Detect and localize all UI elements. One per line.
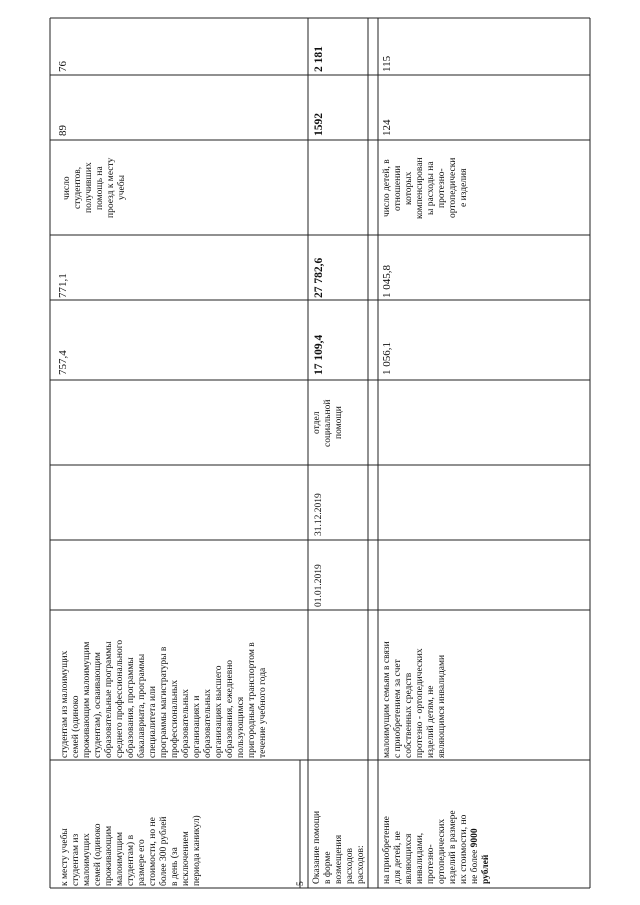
cell-row5-cnt2: 2 181 <box>313 46 325 72</box>
cell-row1-col-a: к месту учебы студентам из малоимущих семей (одиноко проживающим малоимущим студентам) в размере его стоимости, но не более 300 рублей в день (за исключением периода каникул) <box>60 815 202 886</box>
cell-row1-sum1: 757,4 <box>57 350 69 375</box>
cell-row5-department: отдел социальной помощи <box>312 399 344 447</box>
cell-row6-title <box>382 766 492 884</box>
cell-row5-number: 5 <box>296 881 306 886</box>
cell-row5-sum1: 17 109,4 <box>313 334 325 375</box>
cell-row1-cnt1: 89 <box>57 125 69 136</box>
cell-row1-cnt2: 76 <box>57 61 69 72</box>
cell-row6-sum1: 1 056,1 <box>381 342 393 375</box>
cell-row5-sum2: 27 782,6 <box>313 257 325 298</box>
cell-row1-sum2: 771,1 <box>57 273 69 298</box>
cell-row6-title-limit: 9000 рублей <box>470 828 491 884</box>
cell-row6-cnt2: 115 <box>381 55 393 72</box>
cell-row1-indicator: число студентов, получивших помощь на проезд к месту учебы <box>62 157 127 219</box>
cell-row6-cnt1: 124 <box>381 119 393 136</box>
cell-row5-cnt1: 1592 <box>313 113 325 136</box>
cell-row5-title: Оказание помощи в форме возмещения расходов расходов: <box>312 810 366 884</box>
cell-row6-sum2: 1 045,8 <box>381 265 393 298</box>
cell-row6-title-lead: на приобретение для детей, не являющихся инвалидами, протезно- ортопедических изделий в размере их стоимости, но не более <box>382 810 480 884</box>
cell-row6-indicator: число детей, в отношении которых компенсирован ы расходы на протезно- ортопедически е изделия <box>382 157 469 219</box>
cell-row1-col-b: студентам из малоимущих семей (одиноко проживающим малоимущим студентам), осваивающим образовательные программы среднего профессионального образования, программы бакалавриата, программы специалитета или программы магистратуры в профессиональных образовательных организациях и образовательных организациях высшего образования, ежедневно пользующимся пригородным транспортом в течение учебного года <box>60 639 268 758</box>
cell-row5-end-date: 31.12.2019 <box>314 493 324 536</box>
cell-row6-description: малоимущим семьям в связи с приобретением за счет собственных средств протезно - ортопедических изделий детям, не являющимся инвалидами <box>382 641 447 758</box>
cell-row5-start-date: 01.01.2019 <box>314 564 324 607</box>
